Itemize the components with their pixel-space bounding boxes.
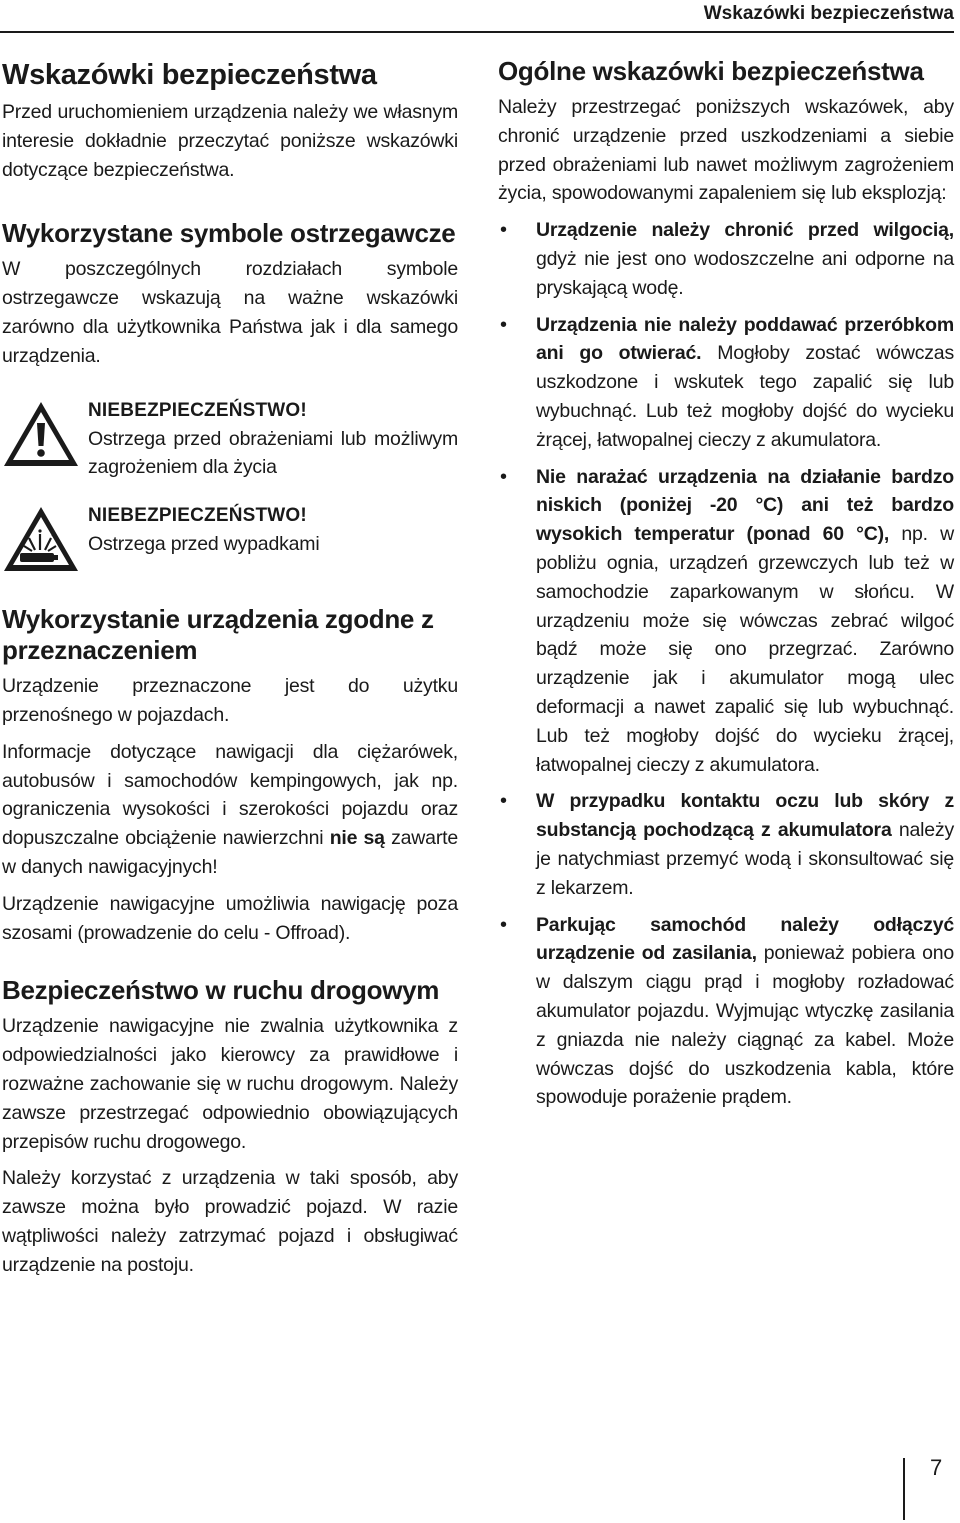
exclamation-warning-icon: [2, 399, 80, 469]
bullet-bold: Parkując samochód należy odłączyć urządzenie od zasilania,: [536, 913, 954, 965]
symbols-section: [2, 218, 458, 582]
right-column: [498, 50, 954, 1120]
page-number-rule: [903, 1458, 905, 1520]
bullet-bold: Urządzenia nie należy poddawać przeróbkom ani go otwierać.: [536, 313, 954, 365]
bullet-text: np. w pobliżu ognia, urządzeń grzewczych lub też w samochodzie zaparkowanym w słońcu. W urządzeniu może się wówczas zebrać wilgoć bądź może się ono przegrzać. Zarówno urządzenie jak i akumulator mogą ulec deformacji a nawet zapalić się lub wybuchnąć. Lub też mogłoby dojść do wycieku żrącej, łatwopalnej cieczy z akumulatora.: [536, 523, 954, 776]
bullet-bold: Nie narażać urządzenia na działanie bardzo niskich (poniżej -20 °C) ani też bardzo wysokich temperatur (ponad 60 °C),: [536, 465, 954, 546]
intended-use-text-2-tail: zawarte w danych nawigacyjnych!: [2, 827, 458, 878]
road-safety-text-2: Należy korzystać z urządzenia w taki sposób, aby zawsze można było prowadzić pojazd. W razie wątpliwości należy zatrzymać pojazd i obsługiwać urządzenie na postoju.: [2, 1167, 458, 1276]
warning-accident: [2, 502, 458, 582]
intended-use-text-2-main: Informacje dotyczące nawigacji dla ciężarówek, autobusów i samochodów kempingowych, jak np. ograniczenia wysokości i szerokości pojazdu oraz dopuszczalne obciążenie nawierzchni: [2, 740, 458, 850]
warning-danger: [2, 397, 458, 483]
bullet-text: ponieważ pobiera ono w dalszym ciągu prąd i mogłoby rozładować akumulator pojazdu. Wyjmując wtyczkę zasilania z gniazda nie należy ciągnąć za kabel. Może wówczas dojść do uszkodzenia kabla, które spowoduje porażenie prądem.: [536, 942, 955, 1109]
warning-text: Ostrzega przed obrażeniami lub możliwym zagrożeniem dla życia: [88, 427, 458, 479]
general-safety-intro: Należy przestrzegać poniższych wskazówek, aby chronić urządzenie przed uszkodzeniami a siebie przed obrażeniami lub nawet możliwym zagrożeniem życia, spowodowanymi zapaleniem się lub eksplozją:: [498, 96, 954, 205]
road-safety-section: [2, 975, 458, 1279]
list-item: [498, 216, 954, 302]
list-item: [498, 911, 954, 1113]
page-number: 7: [930, 1455, 943, 1480]
intended-use-text-3: Urządzenie nawigacyjne umożliwia nawigację poza szosami (prowadzenie do celu - Offroad).: [2, 892, 458, 944]
intended-use-section: [2, 604, 458, 947]
list-item: [498, 463, 954, 780]
warning-title: NIEBEZPIECZEŃSTWO!: [88, 505, 307, 527]
list-item: [498, 787, 954, 902]
header-rule: [0, 31, 954, 33]
running-header: Wskazówki bezpieczeństwa: [703, 3, 954, 24]
intended-use-text-2: [2, 738, 458, 882]
bullet-bold: Urządzenie należy chronić przed wilgocią,: [536, 219, 954, 242]
symbols-heading: Wykorzystane symbole ostrzegawcze: [2, 218, 456, 249]
intro-section: [2, 58, 458, 184]
explosion-warning-icon: [2, 504, 80, 574]
intro-text: Przed uruchomieniem urządzenia należy we własnym interesie dokładnie przeczytać poniższe wskazówki dotyczące bezpieczeństwa.: [2, 101, 458, 181]
road-safety-heading: Bezpieczeństwo w ruchu drogowym: [2, 975, 440, 1006]
warning-text: Ostrzega przed wypadkami: [88, 533, 320, 556]
left-column: [2, 50, 458, 1310]
intended-use-text-1: Urządzenie przeznaczone jest do użytku przenośnego w pojazdach.: [2, 675, 458, 726]
general-safety-heading: Ogólne wskazówki bezpieczeństwa: [498, 56, 924, 86]
intended-use-text-2-bold: nie są: [329, 827, 385, 850]
warning-title: NIEBEZPIECZEŃSTWO!: [88, 399, 307, 421]
road-safety-text-1: Urządzenie nawigacyjne nie zwalnia użytkownika z odpowiedzialności jako kierowcy za prawidłowe i rozważne zachowanie się w ruchu drogowym. Należy zawsze przestrzegać odpowiednio obowiązujących przepisów ruchu drogowego.: [2, 1015, 458, 1153]
bullet-bold: W przypadku kontaktu oczu lub skóry z substancją pochodzącą z akumulatora: [536, 790, 954, 842]
bullet-text: należy je natychmiast przemyć wodą i skonsultować się z lekarzem.: [536, 819, 955, 899]
intended-use-heading: Wykorzystanie urządzenia zgodne z przeznaczeniem: [2, 604, 434, 666]
bullet-text: Mogłoby zostać wówczas uszkodzone i wskutek tego zapalić się lub wybuchnąć. Lub też mogłoby dojść do wycieku żrącej, łatwopalnej cieczy z akumulatora.: [536, 342, 955, 451]
safety-bullet-list: [498, 216, 954, 1112]
symbols-text: W poszczególnych rozdziałach symbole ostrzegawcze wskazują na ważne wskazówki zarówno dla użytkownika Państwa jak i dla samego urządzenia.: [2, 258, 458, 367]
bullet-text: gdyż nie jest ono wodoszczelne ani odporne na pryskającą wodę.: [536, 247, 954, 299]
page-title: Wskazówki bezpieczeństwa: [2, 59, 377, 91]
list-item: [498, 311, 954, 455]
